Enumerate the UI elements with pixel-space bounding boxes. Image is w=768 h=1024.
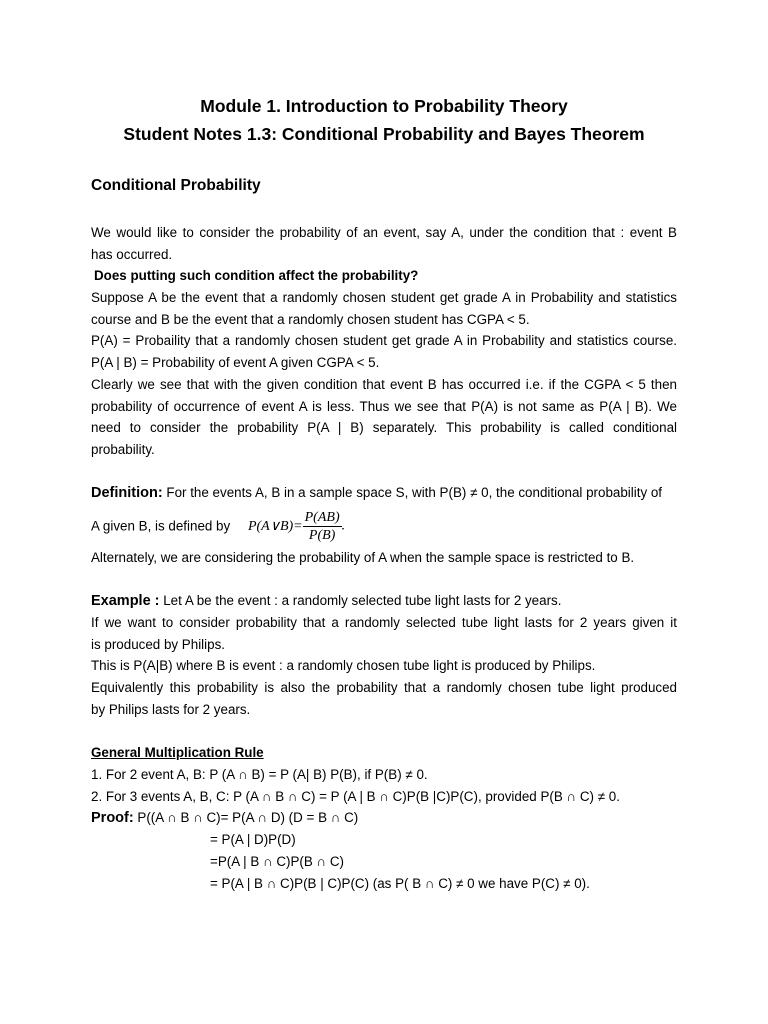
definition-text-2: A given B, is defined by bbox=[91, 518, 231, 534]
example-label: Example : bbox=[91, 593, 160, 609]
intro-line-2: has occurred. bbox=[91, 247, 173, 262]
formula-denominator: P(B) bbox=[308, 528, 336, 543]
para4-line-1: Clearly we see that with the given condition that event B has occurred i.e. if the CGPA < 5 then bbox=[91, 377, 677, 392]
proof-line-4: = P(A | B ∩ C)P(B | C)P(C) (as P( B ∩ C) ≠ 0 we have P(C) ≠ 0). bbox=[210, 876, 590, 891]
rule-heading: General Multiplication Rule bbox=[91, 745, 264, 760]
proof-line-3: =P(A | B ∩ C)P(B ∩ C) bbox=[210, 854, 344, 869]
intro-line-1: We would like to consider the probability of an event, say A, under the condition that : event B bbox=[91, 225, 677, 240]
definition-text-1: For the events A, B in a sample space S, with P(B) ≠ 0, the conditional probability of bbox=[162, 485, 663, 500]
formula-end: . bbox=[341, 518, 346, 534]
example-line-6: by Philips lasts for 2 years. bbox=[91, 702, 251, 717]
rule-item-2: 2. For 3 events A, B, C: P (A ∩ B ∩ C) = P (A | B ∩ C)P(B |C)P(C), provided P(B ∩ C) ≠ 0. bbox=[91, 789, 620, 804]
definition-alternate: Alternately, we are considering the probability of A when the sample space is restricted to B. bbox=[91, 550, 635, 565]
proof-label: Proof: bbox=[91, 810, 134, 826]
module-title: Module 1. Introduction to Probability Theory bbox=[200, 96, 568, 116]
example-line-5: Equivalently this probability is also the probability that a randomly chosen tube light produced bbox=[91, 680, 677, 695]
example-text-1: Let A be the event : a randomly selected tube light lasts for 2 years. bbox=[159, 593, 562, 608]
para1-line-2: course and B be the event that a randomly chosen student has CGPA < 5. bbox=[91, 312, 530, 327]
para4-line-2: probability of occurrence of event A is less. Thus we see that P(A) is not same as P(A | B). We bbox=[91, 399, 677, 414]
para2-text: P(A) = Probaility that a randomly chosen student get grade A in Probability and statistics course. bbox=[91, 333, 677, 348]
para4-line-4: probability. bbox=[91, 442, 155, 457]
para1-line-1: Suppose A be the event that a randomly chosen student get grade A in Probability and statistics bbox=[91, 290, 677, 305]
formula-lhs: P(A∨B)= bbox=[247, 518, 303, 534]
proof-line-1 bbox=[91, 810, 358, 826]
rule-item-1: 1. For 2 event A, B: P (A ∩ B) = P (A| B) P(B), if P(B) ≠ 0. bbox=[91, 767, 428, 782]
section-heading: Conditional Probability bbox=[91, 177, 261, 194]
definition-line-1 bbox=[91, 485, 662, 501]
question-heading: Does putting such condition affect the probability? bbox=[94, 268, 419, 283]
proof-line-2: = P(A | D)P(D) bbox=[210, 832, 296, 847]
proof-text-1: P((A ∩ B ∩ C)= P(A ∩ D) (D = B ∩ C) bbox=[133, 810, 359, 825]
para4-line-3: need to consider the probability P(A | B) separately. This probability is called conditional bbox=[91, 420, 677, 435]
formula-numerator: P(AB) bbox=[304, 510, 340, 525]
example-line-4: This is P(A|B) where B is event : a randomly chosen tube light is produced by Philips. bbox=[91, 658, 596, 673]
notes-title: Student Notes 1.3: Conditional Probability and Bayes Theorem bbox=[123, 124, 645, 144]
example-line-3: is produced by Philips. bbox=[91, 637, 225, 652]
definition-label: Definition: bbox=[91, 485, 163, 501]
example-line-1 bbox=[91, 593, 561, 609]
para3-text: P(A | B) = Probability of event A given CGPA < 5. bbox=[91, 355, 380, 370]
formula-fraction bbox=[303, 509, 342, 544]
definition-line-2 bbox=[91, 509, 345, 544]
example-line-2: If we want to consider probability that a randomly selected tube light lasts for 2 years given it bbox=[91, 615, 677, 630]
